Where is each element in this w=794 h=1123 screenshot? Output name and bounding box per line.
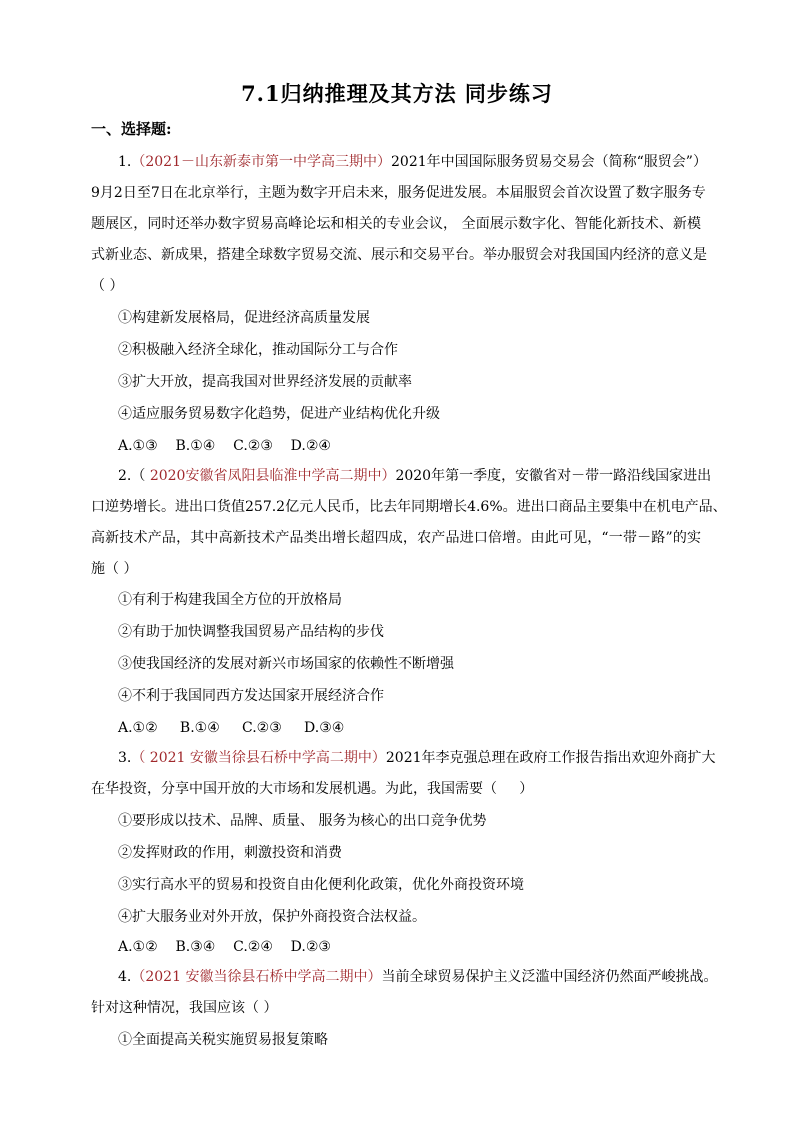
question-source: （2021－山东新泰市第一中学高三期中） [131,154,391,170]
question-source: （2021 安徽当徐县石桥中学高二期中） [131,969,382,985]
option-line: ④不利于我国同西方发达国家开展经济合作 [118,688,384,704]
question-stem-line: 针对这种情况，我国应该（ ） [91,1000,278,1016]
question-source: 2020安徽省凤阳县临淮中学高二期中） [149,468,396,484]
question-stem-line: （ ） [91,278,124,294]
option-line: ①要形成以技术、品牌、质量、 服务为核心的出口竞争优势 [118,813,487,829]
option-line: ②发挥财政的作用，刺激投资和消费 [118,845,342,861]
question-2-first-line [118,466,711,486]
question-number: 4. [118,969,132,985]
question-stem-text: 当前全球贸易保护主义泛滥中国经济仍然面严峻挑战。 [381,969,718,985]
option-line: ③实行高水平的贸易和投资自由化便利化政策，优化外商投资环境 [118,877,524,893]
question-number: 2.（ [118,468,150,484]
answer-choices: A.①② B.③④ C.②④ D.②③ [118,939,331,955]
page-title: 7.1归纳推理及其方法 同步练习 [241,81,553,106]
option-line: ④适应服务贸易数字化趋势，促进产业结构优化升级 [118,406,440,422]
option-line: ①全面提高关税实施贸易报复策略 [118,1032,328,1048]
question-stem-text: 2021年李克强总理在政府工作报告指出欢迎外商扩大 [385,750,716,766]
question-stem-text: 2020年第一季度，安徽省对－带一路沿线国家进出 [395,468,712,484]
question-number: 3. [118,750,132,766]
answer-choices: A.①③ B.①④ C.②③ D.②④ [118,438,331,454]
question-stem-line: 题展区，同时还举办数字贸易高峰论坛和相关的专业会议， 全面展示数字化、智能化新技术、新模 [91,216,701,232]
answer-choices: A.①② B.①④ C.②③ D.③④ [118,720,345,736]
option-line: ①有利于构建我国全方位的开放格局 [118,592,342,608]
question-stem-line: 高新技术产品，其中高新技术产品类出增长超四成，农产品进口倍增。由此可见，“一带－路”的实 [91,530,701,546]
question-4-first-line [118,967,717,987]
option-line: ③使我国经济的发展对新兴市场国家的依赖性不断增强 [118,656,454,672]
question-1-first-line [118,152,707,172]
option-line: ②有助于加快调整我国贸易产品结构的步伐 [118,624,384,640]
question-3-first-line [118,748,716,768]
question-source: （ 2021 安徽当徐县石桥中学高二期中） [131,750,386,766]
option-line: ③扩大开放，提高我国对世界经济发展的贡献率 [118,374,412,390]
option-line: ④扩大服务业对外开放，保护外商投资合法权益。 [118,909,426,925]
question-stem-line: 口逆势增长。进出口货值257.2亿元人民币，比去年同期增长4.6%。进出口商品主要集中在机电产品、 [91,499,727,515]
question-stem-line: 式新业态、新成果，搭建全球数字贸易交流、展示和交易平台。举办服贸会对我国国内经济的意义是 [91,247,707,263]
question-stem-text: 2021年中国国际服务贸易交易会（简称“服贸会”） [391,154,707,170]
option-line: ①构建新发展格局，促进经济高质量发展 [118,310,370,326]
question-stem-line: 施（ ） [91,561,138,577]
question-number: 1. [118,154,132,170]
section-heading: 一、选择题: [91,120,172,138]
option-line: ②积极融入经济全球化，推动国际分工与合作 [118,342,398,358]
question-stem-line: 在华投资，分享中国开放的大市场和发展机遇。为此，我国需要（ ） [91,781,534,797]
question-stem-line: 9月2日至7日在北京举行，主题为数字开启未来，服务促进发展。本届服贸会首次设置了数字服务专 [91,185,706,201]
